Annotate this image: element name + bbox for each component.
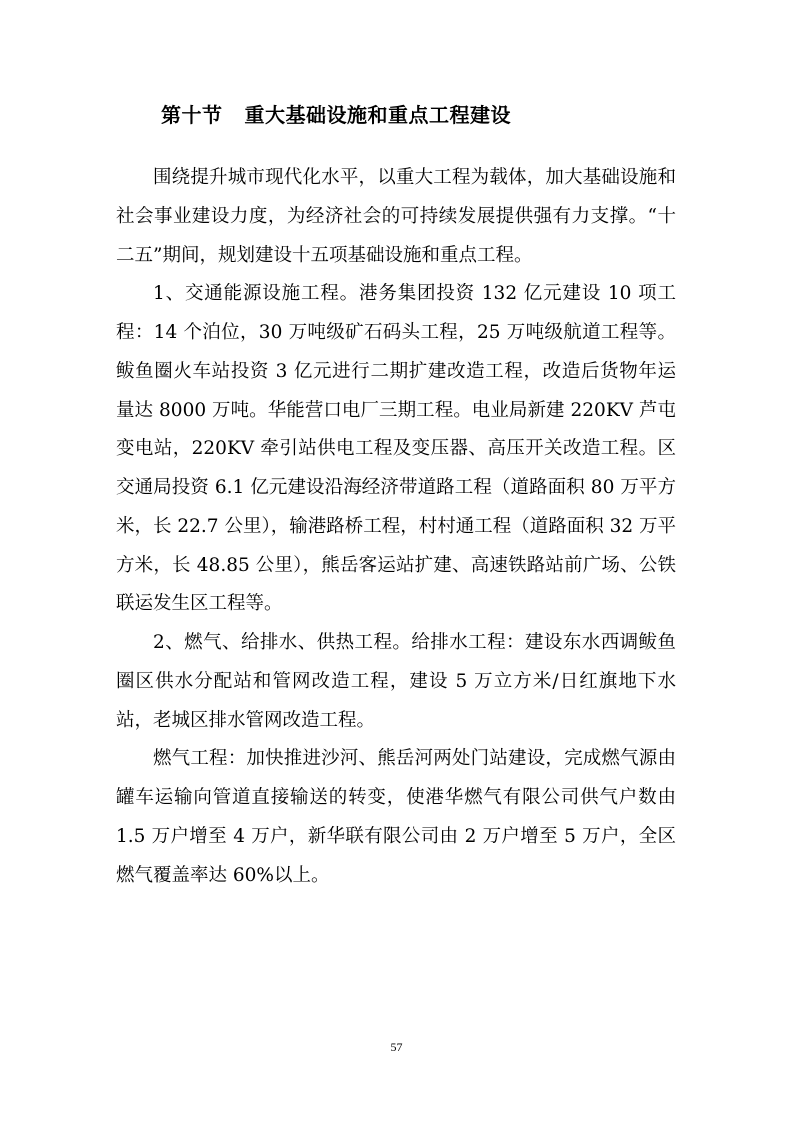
paragraph-gas-project: 燃气工程：加快推进沙河、熊岳河两处门站建设，完成燃气源由罐车运输向管道直接输送的转变，使港华燃气有限公司供气户数由 1.5 万户增至 4 万户，新华联有限公司由 2 万户增至 5 万户，全区燃气覆盖率达 60%以上。 (116, 748, 676, 886)
page-number: 57 (390, 1040, 403, 1054)
paragraph-gas-water-heat: 2、燃气、给排水、供热工程。给排水工程：建设东水西调鲅鱼圈区供水分配站和管网改造工程，建设 5 万立方米/日红旗地下水站，老城区排水管网改造工程。 (116, 632, 676, 731)
paragraph-transport-energy: 1、交通能源设施工程。港务集团投资 132 亿元建设 10 项工程：14 个泊位，30 万吨级矿石码头工程，25 万吨级航道工程等。鲅鱼圈火车站投资 3 亿元进行二期扩建改造工程，改造后货物年运量达 8000 万吨。华能营口电厂三期工程。电业局新建 220KV 芦屯变电站，220KV 牵引站供电工程及变压器、高压开关改造工程。区交通局投资 6.1 亿元建设沿海经济带道路工程（道路面积 80 万平方米，长 22.7 公里），输港路桥工程，村村通工程（道路面积 32 万平方米，长 48.85 公里），熊岳客运站扩建、高速铁路站前广场、公铁联运发生区工程等。 (116, 283, 677, 615)
section-title: 重大基础设施和重点工程建设 (244, 103, 511, 127)
paragraph-intro: 围绕提升城市现代化水平，以重大工程为载体，加大基础设施和社会事业建设力度，为经济社会的可持续发展提供强有力支撑。“十二五”期间，规划建设十五项基础设施和重点工程。 (116, 167, 676, 266)
section-heading (161, 100, 511, 130)
body-text (116, 159, 676, 895)
section-number: 第十节 (161, 103, 223, 127)
